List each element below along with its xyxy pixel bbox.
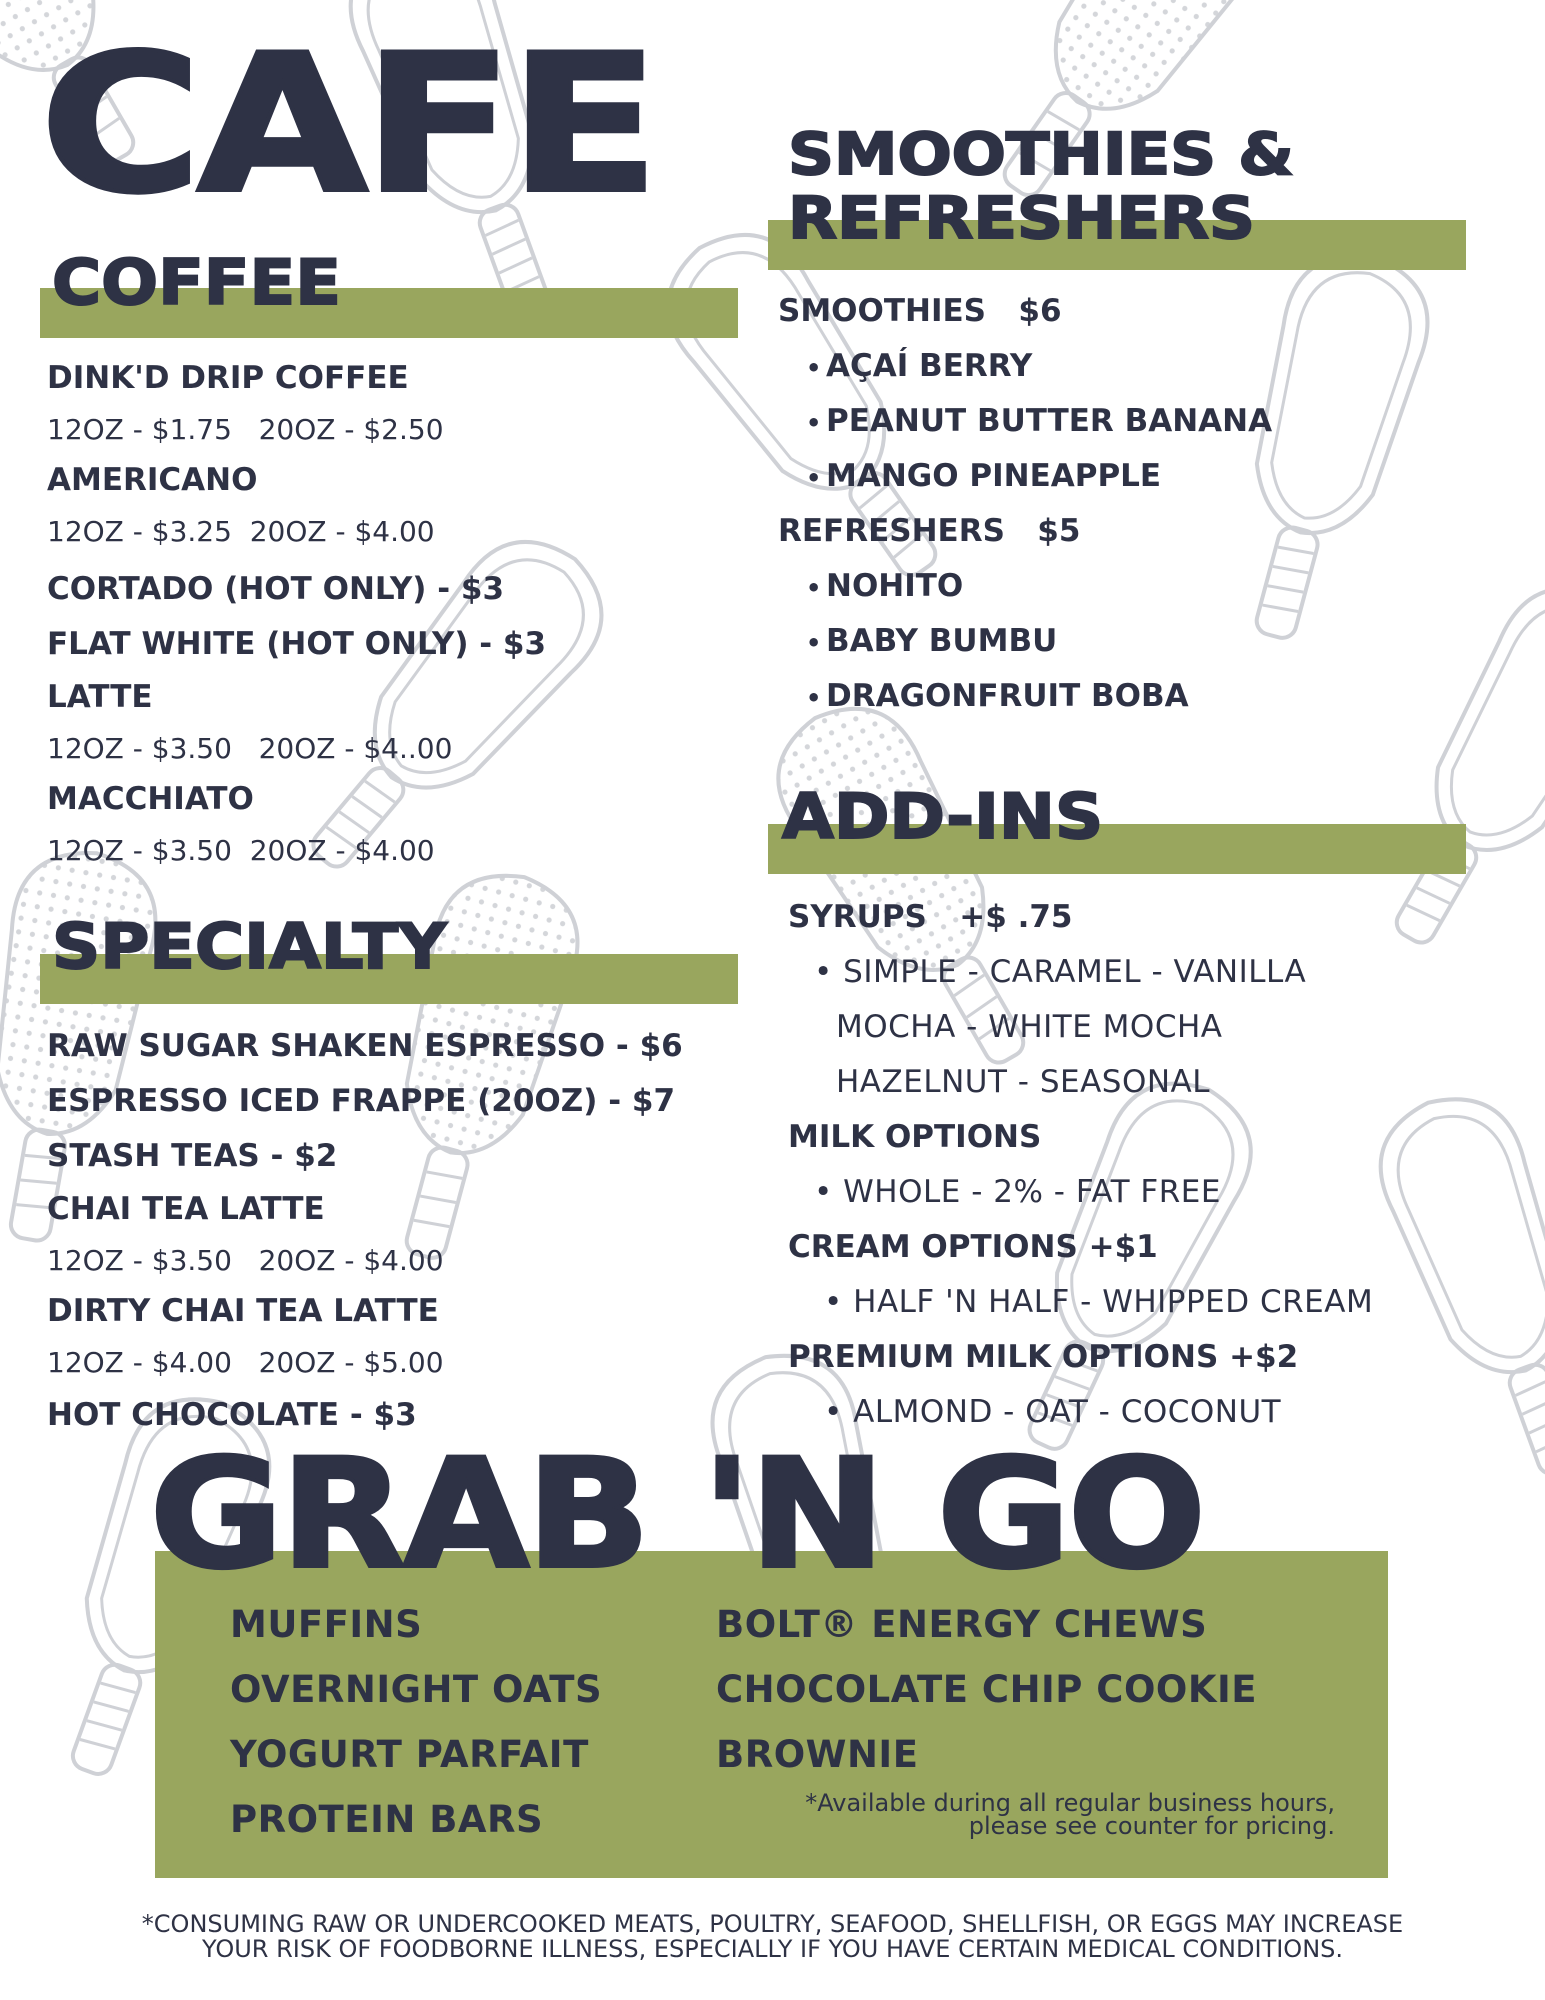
disclaimer-line1: *CONSUMING RAW OR UNDERCOOKED MEATS, POULTRY, SEAFOOD, SHELLFISH, OR EGGS MAY INCREASE <box>141 1910 1404 1938</box>
coffee-item-name: CORTADO (HOT ONLY) - $3 <box>47 571 505 607</box>
grab-n-go-title: GRAB 'N GO <box>150 1428 1204 1602</box>
coffee-item <box>47 562 546 617</box>
grab-item: OVERNIGHT OATS <box>230 1668 603 1711</box>
coffee-item-name: DINK'D DRIP COFFEE <box>47 360 409 396</box>
smoothie-item <box>778 394 1272 449</box>
grab-left-column <box>230 1592 602 1852</box>
cream-options-header: CREAM OPTIONS +$1 <box>788 1229 1158 1265</box>
food-safety-disclaimer <box>40 1912 1505 1962</box>
smoothies-price-header: SMOOTHIES $6 <box>778 293 1062 329</box>
syrups-line: HAZELNUT - SEASONAL <box>836 1064 1211 1100</box>
coffee-menu-list <box>47 353 546 876</box>
specialty-item-name: RAW SUGAR SHAKEN ESPRESSO - $6 <box>47 1028 683 1064</box>
cafe-title: CAFE <box>40 14 655 235</box>
specialty-item-name: ESPRESSO ICED FRAPPE (20OZ) - $7 <box>47 1083 676 1119</box>
syrups-line: • SIMPLE - CARAMEL - VANILLA <box>814 954 1307 990</box>
refresher-item-name: NOHITO <box>826 568 964 604</box>
refresher-item-name: BABY BUMBU <box>826 623 1058 659</box>
availability-note-line2: please see counter for pricing. <box>968 1812 1335 1840</box>
coffee-item-name: LATTE <box>47 679 153 715</box>
coffee-item-name: MACCHIATO <box>47 781 254 817</box>
smoothie-item <box>778 339 1272 394</box>
refresher-item <box>778 669 1272 724</box>
specialty-item <box>47 1184 683 1286</box>
coffee-item-name: AMERICANO <box>47 462 258 498</box>
coffee-item-name: FLAT WHITE (HOT ONLY) - $3 <box>47 626 547 662</box>
coffee-item-price: 12OZ - $3.50 20OZ - $4..00 <box>47 732 453 765</box>
bullet-icon: • <box>806 684 822 712</box>
addins-section-title: ADD-INS <box>782 780 1104 853</box>
grab-item: YOGURT PARFAIT <box>230 1733 589 1776</box>
specialty-item <box>47 1074 683 1129</box>
smoothies-list <box>778 284 1272 724</box>
syrups-line: MOCHA - WHITE MOCHA <box>836 1009 1223 1045</box>
grab-item: BROWNIE <box>716 1733 919 1776</box>
smoothie-item-name: PEANUT BUTTER BANANA <box>826 403 1273 439</box>
refresher-item-name: DRAGONFRUIT BOBA <box>826 678 1189 714</box>
coffee-item <box>47 455 546 557</box>
smoothies-section-title <box>788 122 1294 250</box>
disclaimer-line2: YOUR RISK OF FOODBORNE ILLNESS, ESPECIALLY IF YOU HAVE CERTAIN MEDICAL CONDITIONS. <box>201 1935 1344 1963</box>
refresher-item <box>778 614 1272 669</box>
coffee-item <box>47 353 546 455</box>
specialty-item-price: 12OZ - $4.00 20OZ - $5.00 <box>47 1346 444 1379</box>
refreshers-price-header: REFRESHERS $5 <box>778 513 1081 549</box>
specialty-item-name: DIRTY CHAI TEA LATTE <box>47 1293 439 1329</box>
addins-list <box>788 890 1373 1440</box>
smoothies-title-line1: SMOOTHIES & <box>788 120 1294 188</box>
specialty-item-name: STASH TEAS - $2 <box>47 1138 338 1174</box>
coffee-item <box>47 672 546 774</box>
syrups-header: SYRUPS +$ .75 <box>788 899 1073 935</box>
availability-note-line1: *Available during all regular business hours, <box>805 1789 1335 1817</box>
coffee-item <box>47 774 546 876</box>
specialty-item <box>47 1019 683 1074</box>
bullet-icon: • <box>806 574 822 602</box>
coffee-item-price: 12OZ - $3.50 20OZ - $4.00 <box>47 834 435 867</box>
cream-options-line: • HALF 'N HALF - WHIPPED CREAM <box>824 1284 1374 1320</box>
grab-item: BOLT® ENERGY CHEWS <box>716 1603 1208 1646</box>
specialty-item-name: HOT CHOCOLATE - $3 <box>47 1397 417 1433</box>
specialty-item <box>47 1129 683 1184</box>
coffee-item-price: 12OZ - $3.25 20OZ - $4.00 <box>47 515 435 548</box>
specialty-item-price: 12OZ - $3.50 20OZ - $4.00 <box>47 1244 444 1277</box>
coffee-section-title: COFFEE <box>52 246 342 319</box>
availability-note <box>735 1789 1335 1840</box>
smoothies-title-line2: REFRESHERS <box>788 184 1256 252</box>
milk-options-line: • WHOLE - 2% - FAT FREE <box>814 1174 1221 1210</box>
bullet-icon: • <box>806 409 822 437</box>
smoothie-item-name: MANGO PINEAPPLE <box>826 458 1162 494</box>
specialty-section-title: SPECIALTY <box>52 910 447 983</box>
grab-item: MUFFINS <box>230 1603 423 1646</box>
bullet-icon: • <box>806 354 822 382</box>
coffee-item <box>47 617 546 672</box>
premium-milk-header: PREMIUM MILK OPTIONS +$2 <box>788 1339 1299 1375</box>
premium-milk-line: • ALMOND - OAT - COCONUT <box>824 1394 1282 1430</box>
milk-options-header: MILK OPTIONS <box>788 1119 1042 1155</box>
grab-item: CHOCOLATE CHIP COOKIE <box>716 1668 1258 1711</box>
grab-item: PROTEIN BARS <box>230 1798 544 1841</box>
refresher-item <box>778 559 1272 614</box>
bullet-icon: • <box>806 464 822 492</box>
specialty-item-name: CHAI TEA LATTE <box>47 1191 325 1227</box>
grab-right-column <box>716 1592 1257 1787</box>
coffee-item-price: 12OZ - $1.75 20OZ - $2.50 <box>47 413 444 446</box>
specialty-menu-list <box>47 1019 683 1443</box>
bullet-icon: • <box>806 629 822 657</box>
specialty-item <box>47 1286 683 1388</box>
smoothie-item-name: AÇAÍ BERRY <box>826 348 1033 384</box>
smoothie-item <box>778 449 1272 504</box>
